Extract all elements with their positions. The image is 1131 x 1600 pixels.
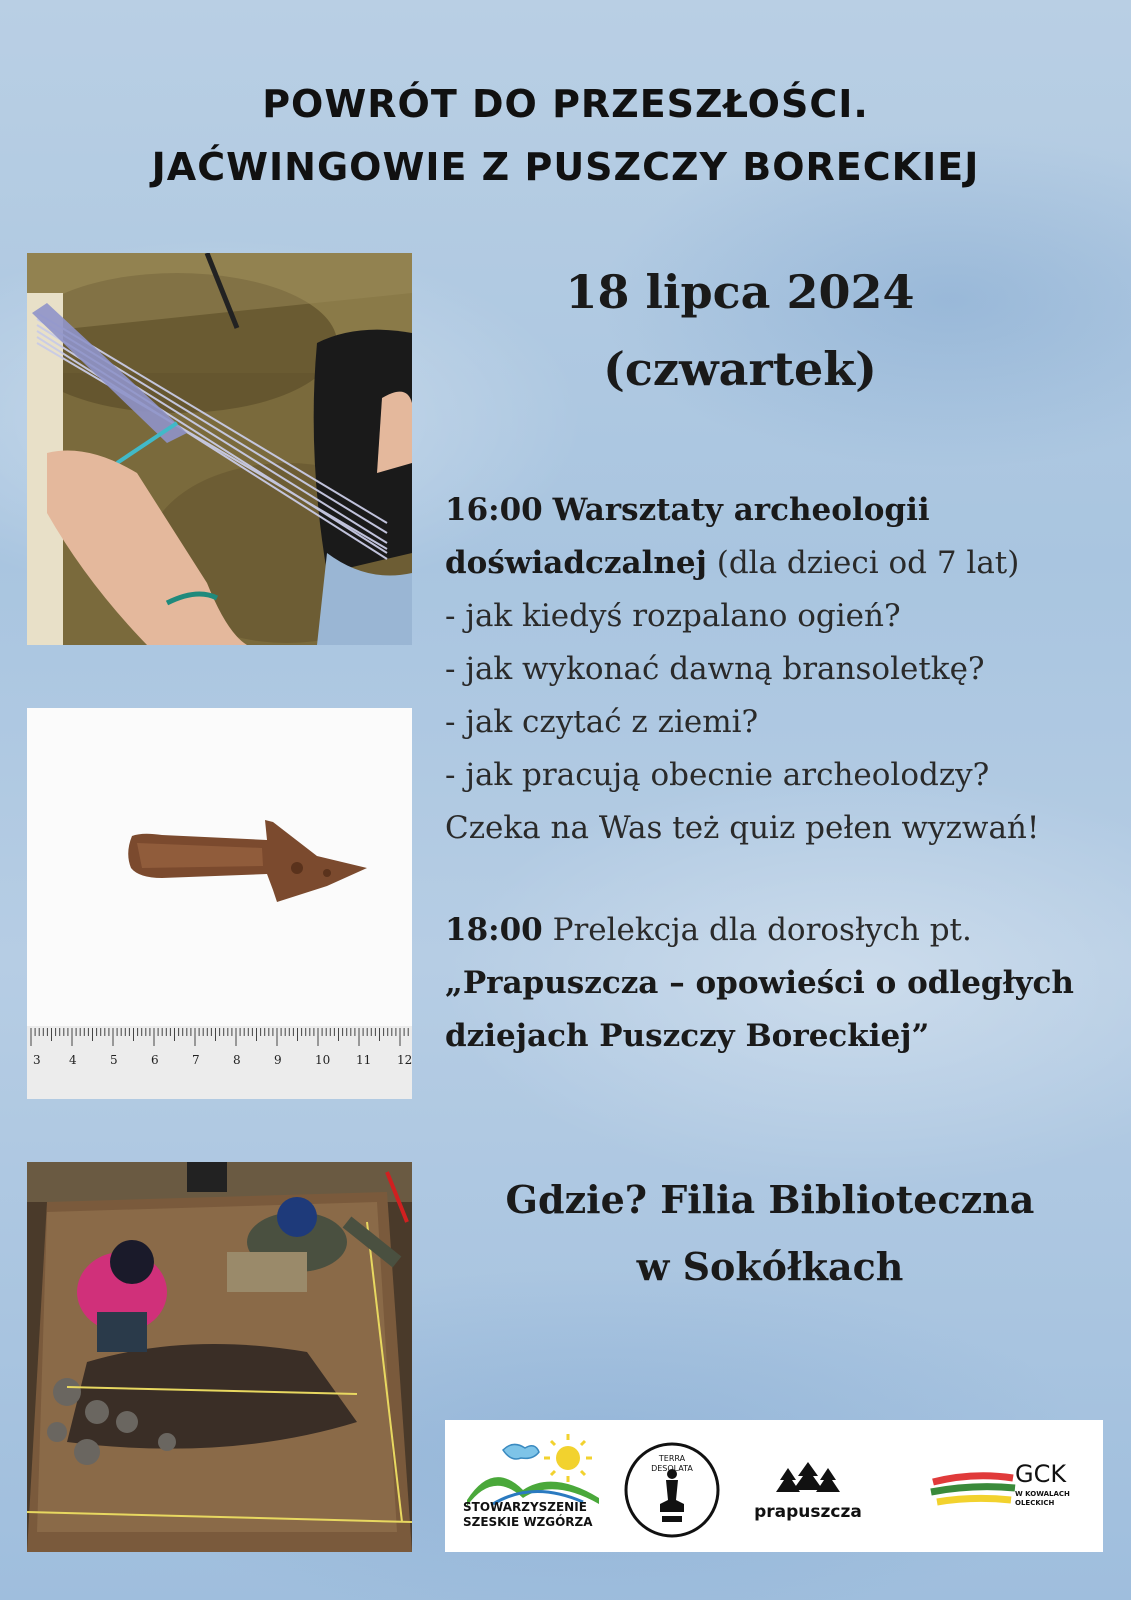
ruler-label: 6 [151,1053,159,1067]
workshop-item: - jak kiedyś rozpalano ogień? [445,598,901,634]
terra-name-line2: DESOLATA [651,1464,693,1473]
workshop-item: - jak czytać z ziemi? [445,704,759,740]
ruler-label: 3 [33,1053,41,1067]
ruler-label: 5 [110,1053,118,1067]
ruler-label: 4 [69,1053,77,1067]
workshop-time: 16:00 [445,492,543,528]
stowarzyszenie-name-line2: SZESKIE WZGÓRZA [463,1515,593,1529]
venue-line2: w Sokółkach [636,1244,904,1289]
lecture-section [445,904,1125,1063]
lecture-intro: Prelekcja dla dorosłych pt. [552,912,972,948]
stowarzyszenie-name-line1: STOWARZYSZENIE [463,1500,587,1514]
venue-line1: Gdzie? Filia Biblioteczna [505,1177,1035,1222]
photo-weaving [27,253,412,645]
poster-title-line2: JAĆWINGOWIE Z PUSZCZY BORECKIEJ [151,145,980,189]
photo-arrowhead [27,708,412,1099]
terra-desolata-logo [622,1420,722,1552]
ruler-label: 12 [397,1053,412,1067]
lecture-time: 18:00 [445,912,543,948]
prapuszcza-logo [743,1420,873,1552]
event-date: 18 lipca 2024 [565,265,915,319]
prapuszcza-name: prapuszcza [754,1502,862,1522]
lecture-title-line2: dziejach Puszczy Boreckiej” [445,1018,930,1054]
photo-excavation [27,1162,412,1552]
gck-sub-line1: W KOWALACH [1015,1490,1070,1498]
workshop-audience: (dla dzieci od 7 lat) [716,545,1020,581]
ruler-label: 8 [233,1053,241,1067]
workshop-item: - jak pracują obecnie archeolodzy? [445,757,990,793]
gck-logo [923,1420,1073,1552]
ruler-label: 11 [356,1053,372,1067]
terra-name-line1: TERRA [658,1454,686,1463]
poster-title-line1: POWRÓT DO PRZESZŁOŚCI. [262,82,869,126]
gck-sub-line2: OLECKICH [1015,1499,1055,1507]
workshop-item: - jak wykonać dawną bransoletkę? [445,651,985,687]
stowarzyszenie-logo [463,1420,603,1552]
workshop-title-part2: doświadczalnej [445,545,707,581]
ruler-label: 7 [192,1053,200,1067]
workshop-section [445,484,1125,855]
workshop-closing: Czeka na Was też quiz pełen wyzwań! [445,810,1040,846]
sponsor-logos [445,1420,1103,1552]
lecture-title-line1: „Prapuszcza – opowieści o odległych [445,965,1074,1001]
gck-name: GCK [1015,1460,1067,1488]
ruler-label: 9 [274,1053,282,1067]
event-weekday: (czwartek) [603,342,877,396]
ruler-label: 10 [315,1053,331,1067]
workshop-title-part1: Warsztaty archeologii [552,492,930,528]
